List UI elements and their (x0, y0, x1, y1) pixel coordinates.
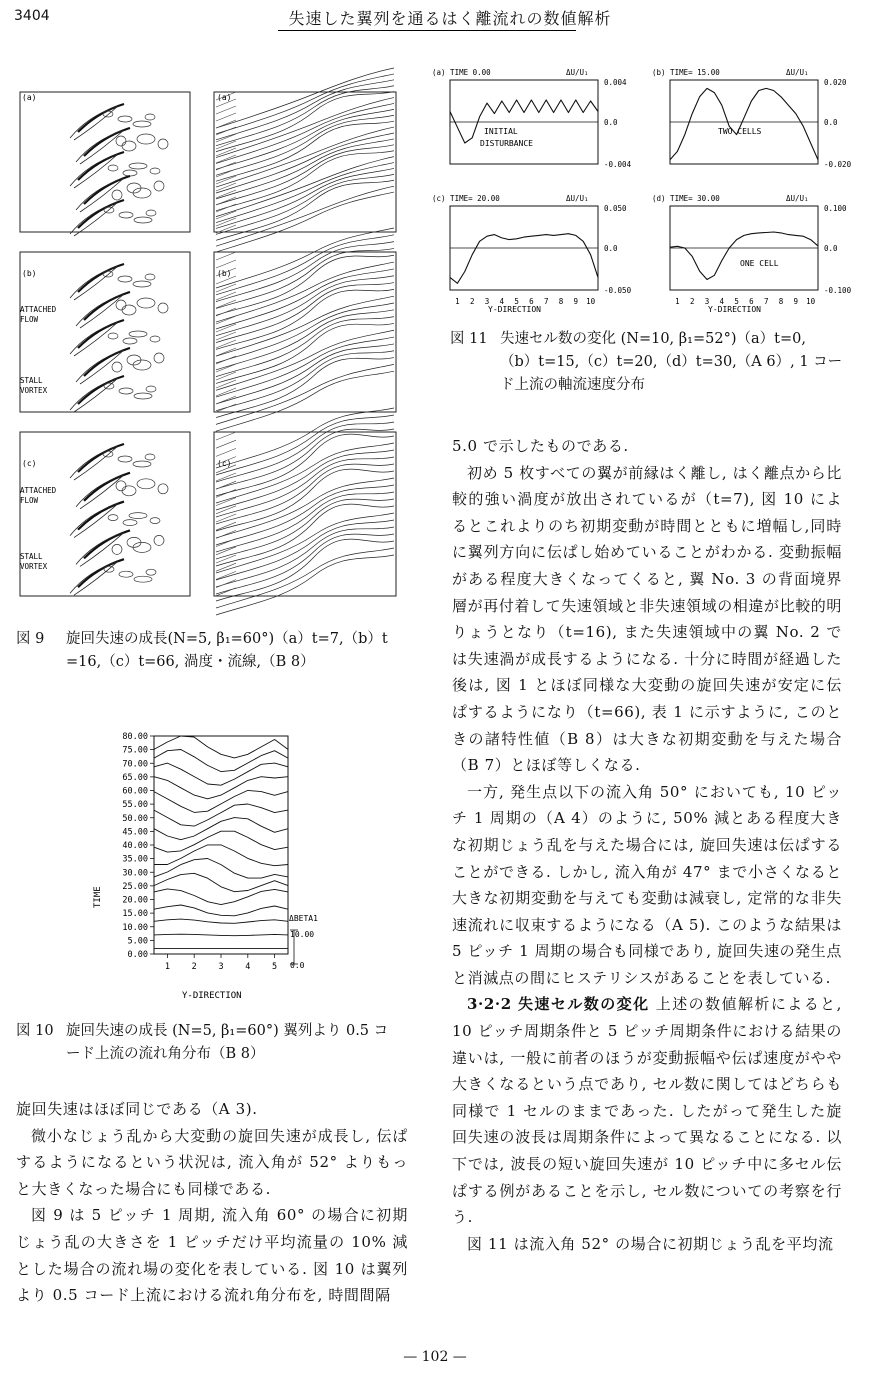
fig10-series-line (154, 919, 288, 923)
fig9-hatch-line (216, 539, 236, 547)
fig9-vortex-contour (134, 217, 152, 223)
fig9-vortex-contour (145, 114, 155, 120)
fig9-hatch-line (216, 204, 236, 212)
fig9-streamline (216, 323, 394, 383)
fig9-hatch-line (216, 316, 236, 324)
fig11-panel-unit: ΔU/U₁ (786, 68, 809, 77)
fig9-vortex-contour (118, 456, 132, 462)
fig11-xlabel-right: Y-DIRECTION (708, 305, 761, 314)
fig9-streamline-frame (214, 252, 396, 412)
fig10-beta-label: ΔBETA1 (289, 914, 318, 923)
fig9-vortex-contour (133, 461, 151, 467)
fig9-vortex-contour (129, 331, 147, 337)
fig9-hatch-line (216, 580, 236, 588)
fig11-series-line (450, 100, 598, 143)
fig11-caption-label: 図 11 (450, 331, 488, 347)
fig9-streamline (216, 337, 394, 397)
fig9-streamline (216, 289, 394, 349)
fig9-vortex-contour (129, 163, 147, 169)
fig9-hatch-line (216, 340, 236, 348)
fig11-panel-title: (d) TIME= 30.00 (652, 194, 720, 203)
fig11-xtick-label: 1 (675, 297, 680, 306)
fig10-ytick-label: 25.00 (122, 881, 148, 892)
fig9-vortex-contour (122, 305, 136, 315)
fig11-xtick-label: 8 (558, 297, 564, 306)
fig9-b-stall: STALL (20, 376, 43, 385)
right-body-text (452, 433, 842, 1257)
fig9-hatch-line (216, 588, 236, 596)
fig9-hatch-line (216, 364, 236, 372)
fig11-xtick-label: 9 (573, 297, 579, 306)
fig11-panel-title: (b) TIME= 15.00 (652, 68, 720, 77)
fig11-xtick-label: 9 (793, 297, 799, 306)
fig9-vortex-contour (150, 168, 160, 174)
fig9-streamline (216, 180, 394, 240)
fig9-hatch-line (216, 260, 236, 268)
fig9-vortex-contour (150, 518, 160, 524)
left-paragraph-1: 旋回失速はほぼ同じである（A 3). (16, 1100, 258, 1118)
fig9-vortex-shear (76, 130, 124, 164)
fig10-ytick-label: 40.00 (122, 841, 148, 851)
fig9-caption (16, 628, 408, 674)
fig9-blade (84, 348, 130, 376)
right-paragraph-last: 図 11 は流入角 52° の場合に初期じょう乱を平均流 (467, 1234, 834, 1253)
fig10-ytick-label: 65.00 (122, 772, 148, 783)
fig9-streamline (216, 74, 394, 134)
fig9-streamline (216, 358, 394, 418)
fig9-streamline (216, 457, 394, 517)
fig9-vortex-contour (154, 353, 164, 363)
section-body: 上述の数値解析によると, 10 ピッチ周期条件と 5 ピッチ周期条件における結果の違いは, 一般に前者のほうが変動振幅や伝ぱ速度がやや大きくなるという点であり, セル数に関してはどちらも同様で 1 セルのままであった. したがって発生した旋回失速の波長は周期条件によって異なることになる. 以下では, 波長の短い旋回失速が 10 ピッチ中に多セル伝ぱする例があることを示し, セル数についての考察を行う. (452, 995, 842, 1227)
fig11-ytick-top: 0.020 (824, 78, 847, 87)
fig11-xtick-label: 8 (778, 297, 784, 306)
fig10-ylabel: TIME (93, 886, 103, 908)
fig11-ytick-top: 0.100 (824, 204, 847, 213)
fig10-beta-top: 10.00 (290, 930, 315, 939)
fig11-ytick-top: 0.050 (604, 204, 627, 213)
fig9-vortex-contour (116, 481, 126, 491)
fig10-ytick-label: 70.00 (122, 759, 148, 770)
fig9-streamline (216, 422, 394, 482)
fig9-blade (84, 473, 130, 501)
fig9-streamline (216, 115, 394, 175)
right-paragraph-3: 一方, 発生点以下の流入角 50° においても, 10 ピッチ 1 周期の（A 4）のように, 50% 減とある程度大きな初期じょう乱を与えた場合には, 旋回失速は伝ぱすることができる. しかし, 流入角が 47° まで小さくなると大きな初期変動を与えても変動は減衰し, 定常的な非失速流れに収束するようになる（A 5). このような結果は 5 ピッチ 1 周期の場合も同様であり, 旋回失速の発生点と消滅点の間にヒステリシスがあることを表している. (452, 782, 842, 987)
fig9-vortex-contour (118, 116, 132, 122)
fig9-streamline (216, 186, 394, 246)
fig9-streamline (216, 534, 394, 594)
fig11-xtick-label: 6 (529, 297, 534, 306)
fig11-xtick-label: 7 (763, 297, 769, 306)
fig9-vortex-contour (122, 141, 136, 151)
fig10-ytick-label: 55.00 (122, 800, 148, 811)
fig9-hatch-line (216, 530, 236, 538)
fig9-blade (84, 292, 130, 320)
fig9-hatch-line (216, 571, 236, 579)
fig10-chart (90, 718, 350, 1008)
fig10-ytick-label: 30.00 (122, 868, 148, 879)
fig9-hatch-line (216, 498, 236, 506)
fig11-xtick-label: 2 (469, 297, 475, 306)
page-number: 3404 (14, 8, 50, 24)
fig11-ytick-mid: 0.0 (604, 118, 618, 127)
fig9-streamline (216, 283, 394, 343)
fig10-ytick-label: 50.00 (122, 813, 148, 824)
fig11-xtick-label: 3 (704, 297, 710, 306)
fig9-streamline (216, 248, 394, 308)
fig9-hatch-line (216, 404, 236, 412)
fig9-streamline (216, 371, 394, 431)
fig9-vortex-contour (137, 298, 155, 308)
fig11-xtick-label: 1 (455, 297, 460, 306)
fig10-caption-line2: ード上流の流れ角分布（B 8） (66, 1046, 265, 1062)
fig10-xtick-label: 1 (164, 962, 170, 972)
fig9-hatch-line (216, 127, 236, 135)
fig10-ytick-label: 0.00 (127, 950, 148, 960)
fig9-vortex-contour (158, 303, 168, 313)
fig9-hatch-line (216, 120, 236, 128)
fig11-ytick-mid: 0.0 (604, 244, 618, 253)
fig11-xtick-label: 4 (719, 297, 725, 306)
fig9-hatch-line (216, 155, 236, 163)
fig10-series-line (154, 777, 288, 799)
fig9-b-vortex: VORTEX (20, 386, 48, 395)
fig10-ytick-label: 20.00 (122, 895, 148, 906)
fig9-vorticity-panels (20, 92, 190, 596)
fig9-vortex-contour (145, 454, 155, 460)
fig10-xtick-label: 5 (272, 962, 278, 972)
section-number: 3·2·2 (467, 995, 512, 1014)
fig9-vortex-contour (112, 362, 122, 372)
fig11-ytick-bottom: -0.100 (824, 286, 852, 295)
fig11-note: ONE CELL (740, 259, 779, 268)
fig11-panel-unit: ΔU/U₁ (566, 68, 589, 77)
fig9-streamline (216, 303, 394, 363)
fig9-streamline (216, 539, 394, 601)
fig9-vortex-contour (116, 300, 126, 310)
fig9-vortex-contour (123, 170, 137, 176)
fig9-c-vortex: VORTEX (20, 562, 48, 571)
fig11-xtick-label: 6 (749, 297, 754, 306)
fig11-xtick-label: 4 (499, 297, 505, 306)
fig9-vortex-contour (108, 165, 118, 171)
fig9-vortex-contour (112, 544, 122, 554)
fig11-panel-title: (a) TIME 0.00 (432, 68, 491, 77)
fig10-ytick-label: 45.00 (122, 827, 148, 838)
fig9-streamline (216, 492, 394, 552)
fig9-blade (78, 264, 124, 292)
fig9-streamline (216, 255, 394, 315)
fig11-ytick-mid: 0.0 (824, 244, 838, 253)
fig9-hatch-line (216, 356, 236, 364)
fig9-hatch-line (216, 252, 236, 260)
fig9-vortex-contour (123, 338, 137, 344)
fig10-xlabel: Y-DIRECTION (182, 991, 242, 1001)
page-footer: — 102 — (403, 1349, 467, 1365)
fig9-vortex-contour (118, 276, 132, 282)
fig9-vortex-contour (119, 571, 133, 577)
right-paragraph-1: 5.0 で示したものである. (452, 437, 629, 455)
fig10-xtick-label: 2 (191, 962, 197, 972)
fig10-ytick-label: 5.00 (127, 936, 148, 947)
fig10-series-line (154, 750, 288, 772)
fig9-streamline (216, 364, 394, 424)
fig10-series-line (154, 736, 288, 758)
fig10-series-line (154, 790, 288, 812)
fig11-xtick-label: 5 (734, 297, 739, 306)
fig9-streamline (216, 330, 394, 390)
fig9-streamline (216, 80, 394, 140)
fig9-vortex-contour (119, 212, 133, 218)
fig9-hatch-line (216, 308, 236, 316)
fig9-streamline (216, 133, 394, 193)
fig9-caption-line2: =16,（c）t=66, 渦度・流線,（B 8） (66, 654, 315, 670)
fig9-vortex-contour (119, 388, 133, 394)
fig9-vortex-contour (146, 569, 156, 575)
fig9-label-left-c: (c) (22, 459, 37, 468)
fig9-vortex-contour (154, 535, 164, 545)
fig9-hatch-line (216, 432, 236, 440)
fig9-streamline-panels (214, 68, 396, 615)
fig9-streamline-frame (214, 432, 396, 596)
fig9-hatch-line (216, 348, 236, 356)
fig10-ytick-label: 35.00 (122, 854, 148, 865)
fig9-streamline (216, 145, 394, 205)
fig9-blade (78, 444, 124, 472)
fig9-streamline (216, 527, 394, 587)
fig10-series-line (154, 889, 288, 905)
fig11-panel-unit: ΔU/U₁ (566, 194, 589, 203)
fig11-note: TWO CELLS (718, 127, 762, 136)
fig9-vortex-contour (123, 520, 137, 526)
fig9-figure (18, 56, 408, 616)
fig9-blade (78, 104, 124, 132)
fig11-chart (428, 54, 858, 316)
title-underline (278, 30, 576, 31)
fig11-xtick-label: 10 (806, 297, 816, 306)
fig11-xtick-label: 2 (689, 297, 695, 306)
fig10-beta-bottom: 0.0 (290, 961, 305, 970)
fig9-b-flow: FLOW (20, 315, 39, 324)
fig9-vortex-contour (145, 274, 155, 280)
fig9-hatch-line (216, 300, 236, 308)
fig9-streamline (216, 192, 394, 252)
fig9-vortex-contour (158, 139, 168, 149)
fig9-hatch-line (216, 332, 236, 340)
right-paragraph-2: 初め 5 枚すべての翼が前縁はく離し, はく離点から比較的強い渦度が放出されているが（t=7), 図 10 によるとこれよりのち初期変動が時間とともに増幅し,同時に翼列方向に伝ぱし始めていることがわかる. 変動振幅がある程度大きくなってくると, 翼 No. 3 の背面境界層が再付着して失速領域と非失速領域の相違が比較的明りょうとなり（t=16), また失速領域中の翼 No. 2 では失速渦が成長するようになる. 十分に時間が経過した後は, 図 1 とほぼ同様な大変動の旋回失速が安定に伝ぱするようになり（t=66), 表 1 に示すように, このときの諸特性値（B 8）は大きな初期変動を与えた場合（B 7）とほぼ等しくなる. (452, 463, 843, 775)
fig10-ytick-label: 75.00 (122, 745, 148, 756)
fig9-hatch-line (216, 396, 236, 404)
fig11-ytick-bottom: -0.050 (604, 286, 632, 295)
fig10-series-line (154, 804, 288, 826)
fig9-streamline (216, 269, 394, 329)
fig9-caption-label: 図 9 (16, 631, 45, 647)
fig11-ytick-mid: 0.0 (824, 118, 838, 127)
fig9-vortex-contour (137, 134, 155, 144)
fig9-streamline (216, 103, 394, 163)
fig9-vortex-shear (76, 178, 124, 212)
fig9-hatch-line (216, 440, 236, 448)
fig9-vortex-contour (133, 121, 151, 127)
fig9-vortex-contour (133, 281, 151, 287)
fig10-caption-line1: 旋回失速の成長 (N=5, β₁=60°) 翼列より 0.5 コ (66, 1023, 389, 1039)
running-title: 失速した翼列を通るはく離流れの数値解析 (288, 9, 612, 28)
fig9-vortex-contour (134, 393, 152, 399)
fig9-blade (84, 530, 130, 558)
fig9-c-stall: STALL (20, 552, 43, 561)
fig10-series-line (154, 934, 288, 936)
fig10-series-line (154, 905, 288, 916)
fig11-xlabel-left: Y-DIRECTION (488, 305, 541, 314)
fig11-caption-line3: ド上流の軸流速度分布 (500, 377, 645, 393)
fig11-ytick-top: 0.004 (604, 78, 627, 87)
fig10-ytick-label: 80.00 (122, 732, 148, 742)
fig10-series-line (154, 831, 288, 852)
fig9-vortex-contour (108, 333, 118, 339)
fig11-series-line (670, 232, 818, 280)
fig10-xtick-label: 3 (218, 962, 224, 972)
fig10-xtick-label: 4 (245, 962, 251, 972)
fig9-vortex-contour (112, 190, 122, 200)
fig9-streamline (216, 317, 394, 377)
fig9-hatch-line (216, 481, 236, 489)
fig9-hatch-line (216, 106, 236, 114)
fig11-caption (450, 328, 860, 397)
fig9-vortex-contour (154, 181, 164, 191)
section-title: 失速セル数の変化 (517, 995, 650, 1014)
section-3-2-2 (452, 991, 842, 1230)
fig9-vortex-contour (134, 576, 152, 582)
fig9-vortex-contour (116, 136, 126, 146)
fig9-vortex-contour (122, 486, 136, 496)
fig9-streamline (216, 163, 394, 223)
fig10-caption-label: 図 10 (16, 1023, 54, 1039)
fig11-panel-title: (c) TIME= 20.00 (432, 194, 500, 203)
fig9-streamline (216, 513, 394, 573)
fig9-streamline (216, 157, 394, 217)
fig9-label-left-b: (b) (22, 269, 37, 278)
fig11-panel-unit: ΔU/U₁ (786, 194, 809, 203)
fig10-ytick-label: 60.00 (122, 786, 148, 797)
fig11-note: DISTURBANCE (480, 139, 533, 148)
fig9-vortex-contour (146, 386, 156, 392)
fig11-caption-line1: 失速セル数の変化 (N=10, β₁=52°)（a）t=0, (500, 331, 806, 347)
fig11-series-line (670, 88, 818, 159)
fig9-vortex-contour (150, 336, 160, 342)
fig10-ytick-label: 10.00 (122, 922, 148, 933)
fig11-caption-line2: （b）t=15,（c）t=20,（d）t=30,（A 6）, 1 コー (500, 354, 843, 370)
fig9-vortex-contour (129, 513, 147, 519)
fig9-hatch-line (216, 489, 236, 497)
fig11-xtick-label: 7 (543, 297, 549, 306)
fig10-series-line (154, 763, 288, 785)
fig9-streamline (216, 548, 394, 608)
fig9-streamline (216, 351, 394, 411)
fig9-label-right-b: (b) (217, 269, 232, 278)
fig9-hatch-line (216, 162, 236, 170)
fig10-ytick-label: 15.00 (122, 909, 148, 920)
fig9-hatch-line (216, 448, 236, 456)
fig9-hatch-line (216, 211, 236, 219)
fig9-streamline (216, 86, 394, 146)
fig10-series-line (154, 845, 288, 866)
left-paragraph-2: 微小なじょう乱から大変動の旋回失速が成長し, 伝ぱするようになるという状況は, 流入角が 52° よりもっと大きくなった場合にも同様である. (16, 1126, 408, 1198)
fig9-label-right-c: (c) (217, 459, 232, 468)
fig11-xtick-label: 10 (586, 297, 596, 306)
fig10-caption (16, 1020, 408, 1066)
left-paragraph-3: 図 9 は 5 ピッチ 1 周期, 流入角 60° の場合に初期じょう乱の大きさを 1 ピッチだけ平均流量の 10% 減とした場合の流れ場の変化を表している. 図 10 は翼列より 0.5 コード上流における流れ角分布を, 時間間隔 (16, 1206, 408, 1305)
fig9-streamline (216, 174, 394, 234)
fig11-series-line (450, 234, 598, 284)
fig9-caption-line1: 旋回失速の成長(N=5, β₁=60°)（a）t=7,（b）t (66, 631, 388, 647)
fig9-streamline (216, 555, 394, 615)
fig9-c-flow: FLOW (20, 496, 39, 505)
fig9-vortex-contour (146, 210, 156, 216)
fig9-hatch-line (216, 113, 236, 121)
fig11-xtick-label: 3 (484, 297, 490, 306)
fig9-vortex-contour (158, 484, 168, 494)
fig9-label-right-a: (a) (217, 93, 232, 102)
fig11-xtick-label: 5 (514, 297, 519, 306)
fig9-label-left-a: (a) (22, 93, 37, 102)
fig9-c-attached: ATTACHED (20, 486, 57, 495)
fig11-note: INITIAL (484, 127, 518, 136)
fig9-vortex-contour (108, 515, 118, 521)
fig9-b-attached: ATTACHED (20, 305, 57, 314)
fig11-ytick-bottom: -0.004 (604, 160, 632, 169)
left-body-text (16, 1096, 408, 1309)
fig9-vortex-contour (137, 479, 155, 489)
fig11-ytick-bottom: -0.020 (824, 160, 852, 169)
